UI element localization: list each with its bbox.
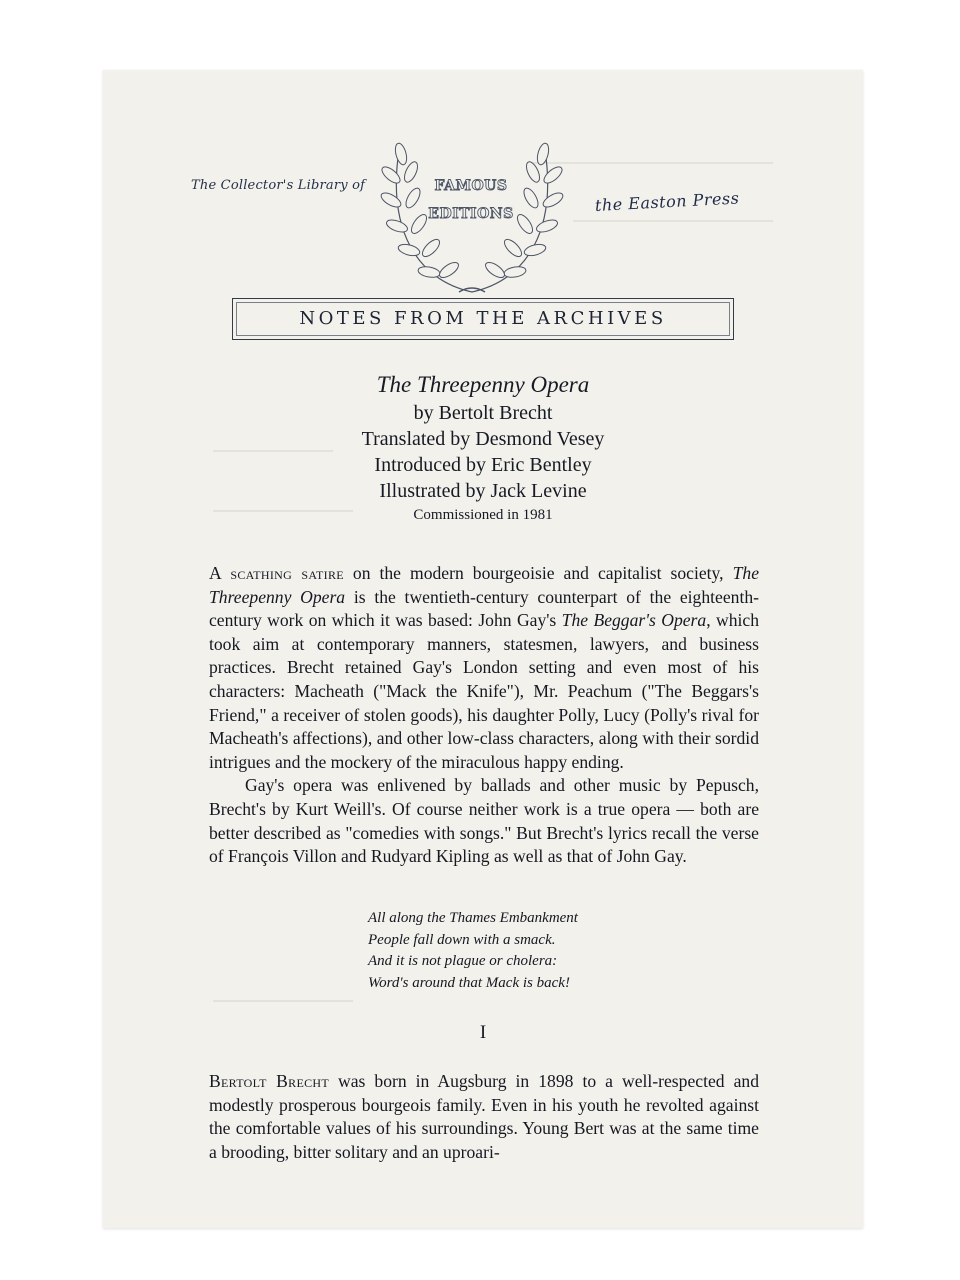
verse-line: And it is not plague or cholera: [368, 953, 558, 969]
section-numeral: I [479, 1022, 487, 1043]
book-illustrator: Illustrated by Jack Levine [379, 480, 587, 502]
collectors-library-label: The Collector's Library of [191, 178, 366, 193]
famous-editions-logo [421, 172, 521, 228]
paragraph-text: on the modern bourgeoisie and capitalist society, [343, 563, 733, 583]
bleed-through-line [213, 1000, 353, 1002]
italic-title: The Beggar's Opera [561, 610, 707, 631]
book-author: by Bertolt Brecht [413, 402, 553, 424]
page-header [103, 70, 863, 329]
editions-word: EDITIONS [428, 206, 514, 222]
archive-page [103, 70, 863, 1228]
verse-line: People fall down with a smack. [368, 931, 556, 948]
publisher-signature: the Easton Press [594, 188, 740, 215]
body-paragraph-2: Gay's opera was enlivened by ballads and other music by Pepusch, Brecht's by Kurt Weill's. Of course neither work is a true opera — both are better described as "comedies with songs." But Brecht's lyrics recall the verse of François Villon and Rudyard Kipling as well as that of John Gay. [209, 775, 759, 867]
verse-line: Word's around that Mack is back! [368, 974, 570, 991]
commission-date: Commissioned in 1981 [413, 507, 553, 523]
paragraph-text: is the twentieth-century counterpart of the eighteenth-century work on which it was based: John Gay's [209, 586, 759, 631]
verse-line: All along the Thames Embankment [368, 910, 578, 926]
paragraph-lead: A scathing satire [209, 563, 344, 583]
body-paragraph-1 [209, 562, 759, 869]
section-title: NOTES FROM THE ARCHIVES [299, 308, 667, 329]
paragraph-text: , which took aim at contemporary manners, statesmen, lawyers, and business practices. Brecht retained Gay's London setting and even most of his characters: Macheath ("Mack the Knife"), Mr. Peachum ("The Beggars's Friend," a receiver of stolen goods), his daughter Polly, Lucy (Polly's rival for Macheath's affections), and other low-class characters, along with their sordid intrigues and the mockery of the miraculous happy ending. [209, 610, 759, 772]
paragraph-lead: Bertolt Brecht [209, 1071, 329, 1091]
verse-block [368, 908, 578, 994]
body-paragraph-3 [209, 1070, 759, 1164]
book-credits [103, 370, 863, 526]
section-title-box [232, 298, 734, 340]
book-introducer: Introduced by Eric Bentley [374, 454, 592, 476]
italic-title: The Threepenny Opera [209, 563, 759, 607]
famous-word: FAMOUS [434, 178, 508, 194]
book-title: The Threepenny Opera [376, 372, 590, 397]
book-translator: Translated by Desmond Vesey [361, 428, 605, 450]
paragraph-text: was born in Augsburg in 1898 to a well-respected and modestly prosperous bourgeois family. Even in his youth he revolted against the comfortable values of his surroundings. Young Bert was at the same time a brooding, bitter solitary and an uproari- [209, 1071, 759, 1162]
